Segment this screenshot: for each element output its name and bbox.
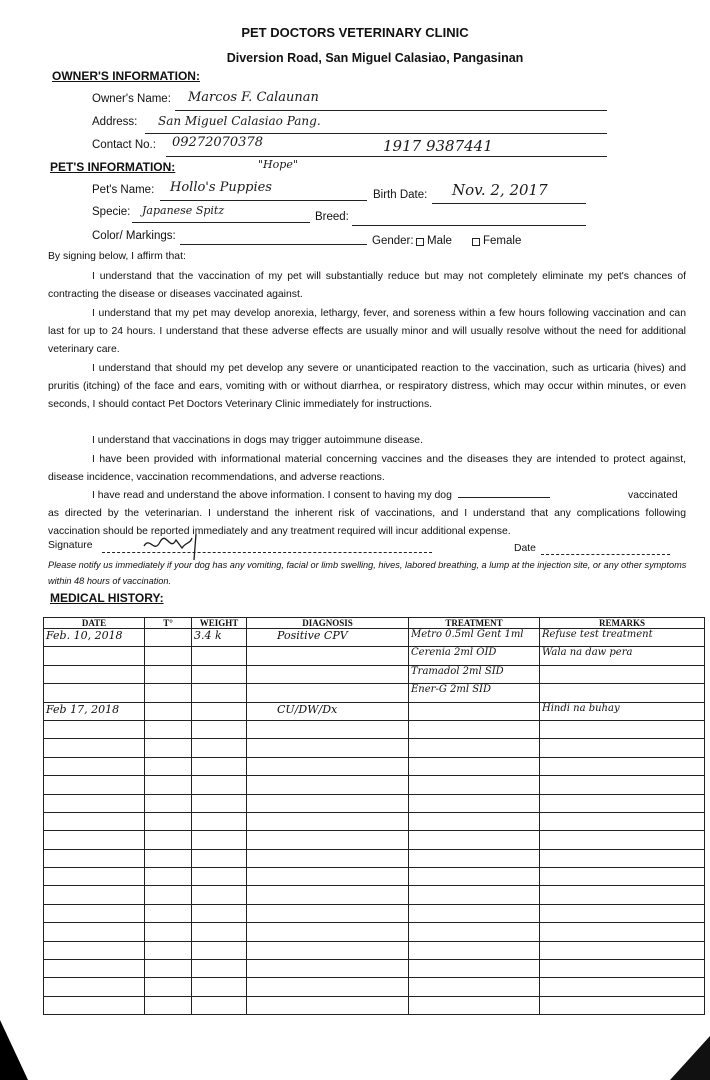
cell-temp: [145, 647, 192, 665]
empty-cell[interactable]: [44, 886, 145, 904]
cell-treatment: Metro 0.5ml Gent 1ml: [409, 629, 540, 647]
cell-treatment: [409, 702, 540, 720]
empty-cell[interactable]: [540, 923, 705, 941]
clinic-name: PET DOCTORS VETERINARY CLINIC: [241, 25, 469, 40]
pet-name-line: [160, 200, 367, 201]
affirm-paragraph-2: I understand that my pet may develop anorexia, lethargy, fever, and soreness within a few hours following vaccination and can last for up to 24 hours. I understand that these adverse effects are usually minor and will usually resolve without the need for additional veterinary care.: [48, 308, 686, 355]
empty-cell[interactable]: [44, 996, 145, 1014]
col-remarks: REMARKS: [540, 618, 705, 629]
empty-cell[interactable]: [540, 757, 705, 775]
empty-cell[interactable]: [145, 941, 192, 959]
empty-cell[interactable]: [145, 739, 192, 757]
empty-cell[interactable]: [247, 720, 409, 738]
empty-cell[interactable]: [192, 831, 247, 849]
empty-cell[interactable]: [44, 831, 145, 849]
col-temp: T°: [145, 618, 192, 629]
breed-label: Breed:: [315, 211, 349, 223]
empty-cell[interactable]: [247, 868, 409, 886]
empty-cell[interactable]: [409, 941, 540, 959]
table-row: [44, 794, 705, 812]
empty-cell[interactable]: [540, 739, 705, 757]
date-line: [541, 554, 670, 555]
pet-name-note: "Hope": [258, 158, 298, 171]
empty-cell[interactable]: [409, 978, 540, 996]
empty-cell[interactable]: [192, 996, 247, 1014]
empty-cell[interactable]: [540, 996, 705, 1014]
cell-weight: 3.4 k: [192, 629, 247, 647]
clinic-address: Diversion Road, San Miguel Calasiao, Pangasinan: [226, 51, 524, 65]
empty-cell[interactable]: [44, 960, 145, 978]
empty-cell[interactable]: [192, 757, 247, 775]
empty-cell[interactable]: [145, 868, 192, 886]
cell-diagnosis: Positive CPV: [247, 629, 409, 647]
owner-name-label: Owner's Name:: [92, 93, 171, 105]
cell-temp: [145, 665, 192, 683]
female-label: Female: [483, 235, 522, 247]
empty-cell[interactable]: [44, 776, 145, 794]
empty-cell[interactable]: [247, 996, 409, 1014]
empty-cell[interactable]: [540, 720, 705, 738]
empty-cell[interactable]: [409, 923, 540, 941]
empty-cell[interactable]: [192, 812, 247, 830]
specie-line: [132, 222, 310, 223]
empty-cell[interactable]: [192, 923, 247, 941]
cell-date: Feb 17, 2018: [44, 702, 145, 720]
empty-cell[interactable]: [540, 812, 705, 830]
owner-name-value: Marcos F. Calaunan: [188, 90, 319, 105]
empty-cell[interactable]: [247, 812, 409, 830]
cell-remarks: Refuse test treatment: [540, 629, 705, 647]
signature-label: Signature: [48, 540, 93, 551]
empty-cell[interactable]: [192, 904, 247, 922]
empty-cell[interactable]: [247, 794, 409, 812]
owner-address-value: San Miguel Calasiao Pang.: [158, 114, 321, 128]
col-diagnosis: DIAGNOSIS: [247, 618, 409, 629]
empty-cell[interactable]: [247, 739, 409, 757]
affirm-paragraph-5: I have been provided with informational material concerning vaccines and the diseases they are intended to protect against, disease incidence, vaccination recommendations, and adverse reactions.: [48, 454, 686, 483]
empty-cell[interactable]: [44, 794, 145, 812]
table-row: [44, 720, 705, 738]
cell-date: [44, 665, 145, 683]
medical-history-table: [43, 617, 705, 1015]
empty-cell[interactable]: [44, 739, 145, 757]
cell-diagnosis: [247, 647, 409, 665]
owner-address-label: Address:: [92, 116, 138, 128]
table-row: [44, 831, 705, 849]
empty-cell[interactable]: [192, 794, 247, 812]
contact-value: 09272070378: [172, 135, 263, 150]
empty-cell[interactable]: [44, 812, 145, 830]
birth-date-label: Birth Date:: [373, 189, 428, 201]
cell-date: [44, 684, 145, 702]
specie-value: Japanese Spitz: [142, 204, 225, 217]
owner-name-line: [175, 110, 607, 111]
empty-cell[interactable]: [192, 886, 247, 904]
empty-cell[interactable]: [540, 776, 705, 794]
empty-cell[interactable]: [540, 868, 705, 886]
empty-cell[interactable]: [145, 720, 192, 738]
empty-cell[interactable]: [192, 720, 247, 738]
cell-weight: [192, 647, 247, 665]
date-label: Date: [514, 543, 536, 554]
empty-cell[interactable]: [409, 904, 540, 922]
empty-cell[interactable]: [409, 757, 540, 775]
cell-date: Feb. 10, 2018: [44, 629, 145, 647]
table-row: [44, 647, 705, 665]
table-row: [44, 978, 705, 996]
gender-label: Gender:: [372, 235, 414, 247]
empty-cell[interactable]: [192, 739, 247, 757]
affirm-paragraph-4: I understand that vaccinations in dogs may trigger autoimmune disease.: [92, 435, 423, 446]
table-row: [44, 904, 705, 922]
empty-cell[interactable]: [145, 996, 192, 1014]
empty-cell[interactable]: [145, 923, 192, 941]
empty-cell[interactable]: [409, 886, 540, 904]
empty-cell[interactable]: [44, 978, 145, 996]
empty-cell[interactable]: [44, 904, 145, 922]
cell-diagnosis: [247, 684, 409, 702]
table-row: [44, 941, 705, 959]
empty-cell[interactable]: [44, 923, 145, 941]
empty-cell[interactable]: [247, 776, 409, 794]
col-weight: WEIGHT: [192, 618, 247, 629]
table-row: [44, 684, 705, 702]
empty-cell[interactable]: [247, 757, 409, 775]
table-row: [44, 868, 705, 886]
empty-cell[interactable]: [540, 941, 705, 959]
empty-cell[interactable]: [540, 886, 705, 904]
scan-corner-shadow-right: [670, 1036, 710, 1080]
cell-remarks: [540, 684, 705, 702]
cell-weight: [192, 665, 247, 683]
empty-cell[interactable]: [247, 978, 409, 996]
col-date: DATE: [44, 618, 145, 629]
affirm-paragraph-1: I understand that the vaccination of my pet will substantially reduce but may not completely eliminate my pet's chances of contracting the disease or diseases vaccinated against.: [48, 271, 686, 300]
empty-cell[interactable]: [409, 812, 540, 830]
empty-cell[interactable]: [247, 960, 409, 978]
empty-cell[interactable]: [44, 849, 145, 867]
cell-weight: [192, 684, 247, 702]
empty-cell[interactable]: [145, 776, 192, 794]
empty-cell[interactable]: [44, 757, 145, 775]
empty-cell[interactable]: [44, 868, 145, 886]
color-label: Color/ Markings:: [92, 230, 176, 242]
empty-cell[interactable]: [409, 960, 540, 978]
empty-cell[interactable]: [409, 996, 540, 1014]
table-row: [44, 812, 705, 830]
owner-section-title: OWNER'S INFORMATION:: [52, 69, 200, 83]
contact-line: [166, 156, 607, 157]
table-row: [44, 776, 705, 794]
pet-name-label: Pet's Name:: [92, 184, 155, 196]
table-row: [44, 923, 705, 941]
empty-cell[interactable]: [409, 776, 540, 794]
empty-cell[interactable]: [44, 720, 145, 738]
cell-remarks: [540, 665, 705, 683]
empty-cell[interactable]: [192, 849, 247, 867]
empty-cell[interactable]: [192, 960, 247, 978]
empty-cell[interactable]: [247, 886, 409, 904]
cell-diagnosis: CU/DW/Dx: [247, 702, 409, 720]
affirm-paragraph-6b: vaccinated as directed by the veterinarian. I understand the inherent risk of vaccinations, and I understand that any complications following vaccination should be reported immediately and any treatment required will incur additional expense.: [48, 490, 686, 537]
contact-value-2: 1917 9387441: [383, 137, 493, 155]
cell-date: [44, 647, 145, 665]
empty-cell[interactable]: [409, 831, 540, 849]
cell-weight: [192, 702, 247, 720]
empty-cell[interactable]: [192, 776, 247, 794]
empty-cell[interactable]: [44, 941, 145, 959]
empty-cell[interactable]: [247, 941, 409, 959]
empty-cell[interactable]: [145, 904, 192, 922]
col-treatment: TREATMENT: [409, 618, 540, 629]
cell-diagnosis: [247, 665, 409, 683]
cell-treatment: Tramadol 2ml SID: [409, 665, 540, 683]
notify-notice: Please notify us immediately if your dog has any vomiting, facial or limb swelling, hives, labored breathing, a lump at the injection site, or any other symptoms within 48 hours of vaccination.: [48, 560, 687, 586]
empty-cell[interactable]: [540, 849, 705, 867]
table-row: [44, 960, 705, 978]
table-row: [44, 739, 705, 757]
empty-cell[interactable]: [409, 868, 540, 886]
cell-treatment: Ener-G 2ml SID: [409, 684, 540, 702]
empty-cell[interactable]: [247, 831, 409, 849]
cell-temp: [145, 684, 192, 702]
empty-cell[interactable]: [409, 739, 540, 757]
empty-cell[interactable]: [192, 868, 247, 886]
table-row: [44, 702, 705, 720]
medical-section-title: MEDICAL HISTORY:: [50, 591, 164, 605]
empty-cell[interactable]: [409, 794, 540, 812]
empty-cell[interactable]: [145, 886, 192, 904]
empty-cell[interactable]: [145, 812, 192, 830]
contact-label: Contact No.:: [92, 139, 156, 151]
empty-cell[interactable]: [145, 960, 192, 978]
empty-cell[interactable]: [247, 904, 409, 922]
affirm-intro: By signing below, I affirm that:: [48, 251, 186, 262]
affirm-paragraph-3: I understand that should my pet develop any severe or unanticipated reaction to the vaccination, such as urticaria (hives) and pruritis (itching) of the face and ears, vomiting with or without diarrhea, or respiratory distress, which may occur within minutes, or even seconds, I should contact Pet Doctors Veterinary Clinic immediately for instructions.: [48, 363, 686, 410]
empty-cell[interactable]: [540, 904, 705, 922]
empty-cell[interactable]: [145, 794, 192, 812]
birth-date-line: [432, 203, 586, 204]
empty-cell[interactable]: [409, 849, 540, 867]
empty-cell[interactable]: [540, 831, 705, 849]
empty-cell[interactable]: [540, 794, 705, 812]
pet-section-title: PET'S INFORMATION:: [50, 160, 176, 174]
breed-line: [352, 225, 586, 226]
empty-cell[interactable]: [145, 831, 192, 849]
table-row: [44, 757, 705, 775]
table-row: [44, 886, 705, 904]
scan-corner-shadow-left: [0, 1020, 28, 1080]
empty-cell[interactable]: [192, 941, 247, 959]
empty-cell[interactable]: [145, 978, 192, 996]
table-row: [44, 849, 705, 867]
consent-text-a: I have read and understand the above information. I consent to having my dog: [92, 490, 452, 501]
cell-remarks: Wala na daw pera: [540, 647, 705, 665]
specie-label: Specie:: [92, 206, 131, 218]
table-row: [44, 665, 705, 683]
cell-temp: [145, 629, 192, 647]
empty-cell[interactable]: [247, 849, 409, 867]
table-header-row: [44, 618, 705, 629]
table-row: [44, 629, 705, 647]
pet-name-value: Hollo's Puppies: [170, 180, 272, 195]
cell-treatment: Cerenia 2ml OID: [409, 647, 540, 665]
male-checkbox[interactable]: [416, 238, 424, 246]
empty-cell[interactable]: [145, 849, 192, 867]
table-row: [44, 996, 705, 1014]
empty-cell[interactable]: [145, 757, 192, 775]
cell-temp: [145, 702, 192, 720]
male-label: Male: [427, 235, 452, 247]
empty-cell[interactable]: [409, 720, 540, 738]
empty-cell[interactable]: [247, 923, 409, 941]
cell-remarks: Hindi na buhay: [540, 702, 705, 720]
empty-cell[interactable]: [540, 960, 705, 978]
empty-cell[interactable]: [540, 978, 705, 996]
birth-date-value: Nov. 2, 2017: [452, 181, 548, 199]
color-line: [180, 244, 367, 245]
female-checkbox[interactable]: [472, 238, 480, 246]
empty-cell[interactable]: [192, 978, 247, 996]
owner-address-line: [145, 133, 607, 134]
